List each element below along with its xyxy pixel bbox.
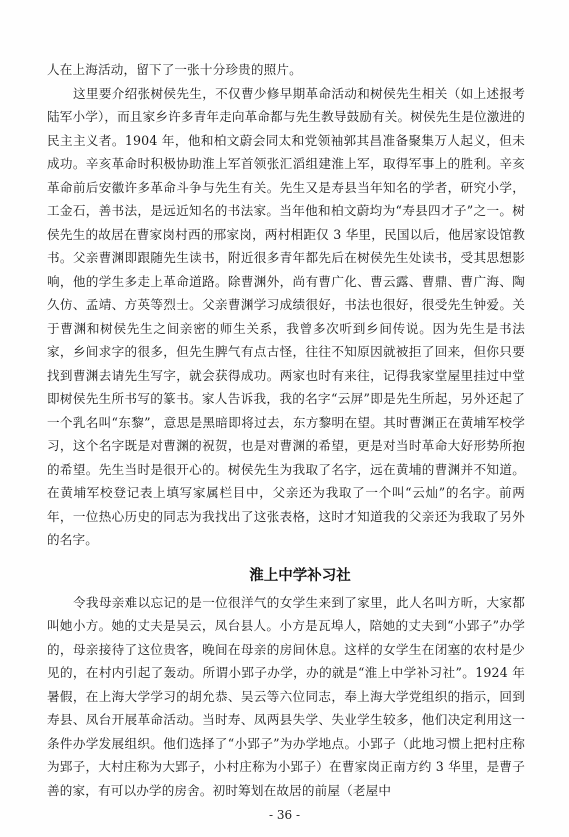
page-body — [47, 58, 525, 802]
paragraph-zhang-shuhou: 这里要介绍张树侯先生，不仅曹少修早期革命活动和树侯先生相关（如上述报考陆军小学），而且家乡许多青年走向革命都与先生教导鼓励有关。树侯先生是位激进的民主主义者。1904 年，他和柏文蔚会同太和党领袖郭其昌准备聚集万人起义，但未成功。辛亥革命时积极协助淮上军首领张汇滔组建淮上军，取得军事上的胜利。辛亥革命前后安徽许多革命斗争与先生有关。先生又是寿县当年知名的学者，研究小学，工金石，善书法，是远近知名的书法家。当年他和柏文蔚均为“寿县四才子”之一。树侯先生的故居在曹家岗村西的邢家岗，两村相距仅 3 华里，民国以后，他居家设馆教书。父亲曹渊即跟随先生读书，附近很多青年都先后在树侯先生处读书，受其思想影响，他的学生多走上革命道路。除曹渊外，尚有曹广化、曹云露、曹鼎、曹广海、陶久仿、孟靖、方英等烈士。父亲曹渊学习成绩很好，书法也很好，很受先生钟爱。关于曹渊和树侯先生之间亲密的师生关系，我曾多次听到乡间传说。因为先生是书法家，乡间求字的很多，但先生脾气有点古怪，往往不知原因就被拒了回来，但你只要找到曹渊去请先生写字，就会获得成功。两家也时有来往，记得我家堂屋里挂过中堂即树侯先生所书写的篆书。家人告诉我，我的名字“云屏”即是先生所起，另外还起了一个乳名叫“东黎”，意思是黑暗即将过去，东方黎明在望。其时曹渊正在黄埔军校学习，这个名字既是对曹渊的祝贺，也是对曹渊的希望，更是对当时革命大好形势所抱的希望。先生当时是很开心的。树侯先生为我取了名字，远在黄埔的曹渊并不知道。在黄埔军校登记表上填写家属栏目中，父亲还为我取了一个叫“云灿”的名字。前两年，一位热心历史的同志为我找出了这张表格，这时才知道我的父亲还为我取了另外的名字。 — [47, 85, 525, 547]
paragraph-continuation: 人在上海活动，留下了一张十分珍贵的照片。 — [47, 62, 302, 77]
section-heading: 淮上中学补习社 — [249, 567, 351, 584]
paragraph-huaishang-school: 令我母亲难以忘记的是一位很洋气的女学生来到了家里，此人名叫方昕，大家都叫她小方。她的丈夫是吴云，凤台县人。小方是瓦埠人，陪她的丈夫到“小郢子”办学的，母亲接待了这位贵客，晚间在母亲的房间休息。这样的女学生在闭塞的农村是少见的，在村内引起了轰动。所谓小郢子办学，办的就是“淮上中学补习社”。1924 年暑假，在上海大学学习的胡允恭、吴云等六位同志，奉上海大学党组织的指示，回到寿县、凤台开展革命活动。当时寿、凤两县失学、失业学生较多，他们决定利用这一条件办学发展组织。他们选择了“小郢子”为办学地点。小郢子（此地习惯上把村庄称为郢子，大村庄称为大郢子，小村庄称为小郢子）在曹家岗正南方约 3 华里，是曹子善的家，有可以办学的房舍。初时筹划在故居的前屋（老屋中 — [47, 594, 525, 798]
page-number: - 36 - — [268, 808, 300, 822]
